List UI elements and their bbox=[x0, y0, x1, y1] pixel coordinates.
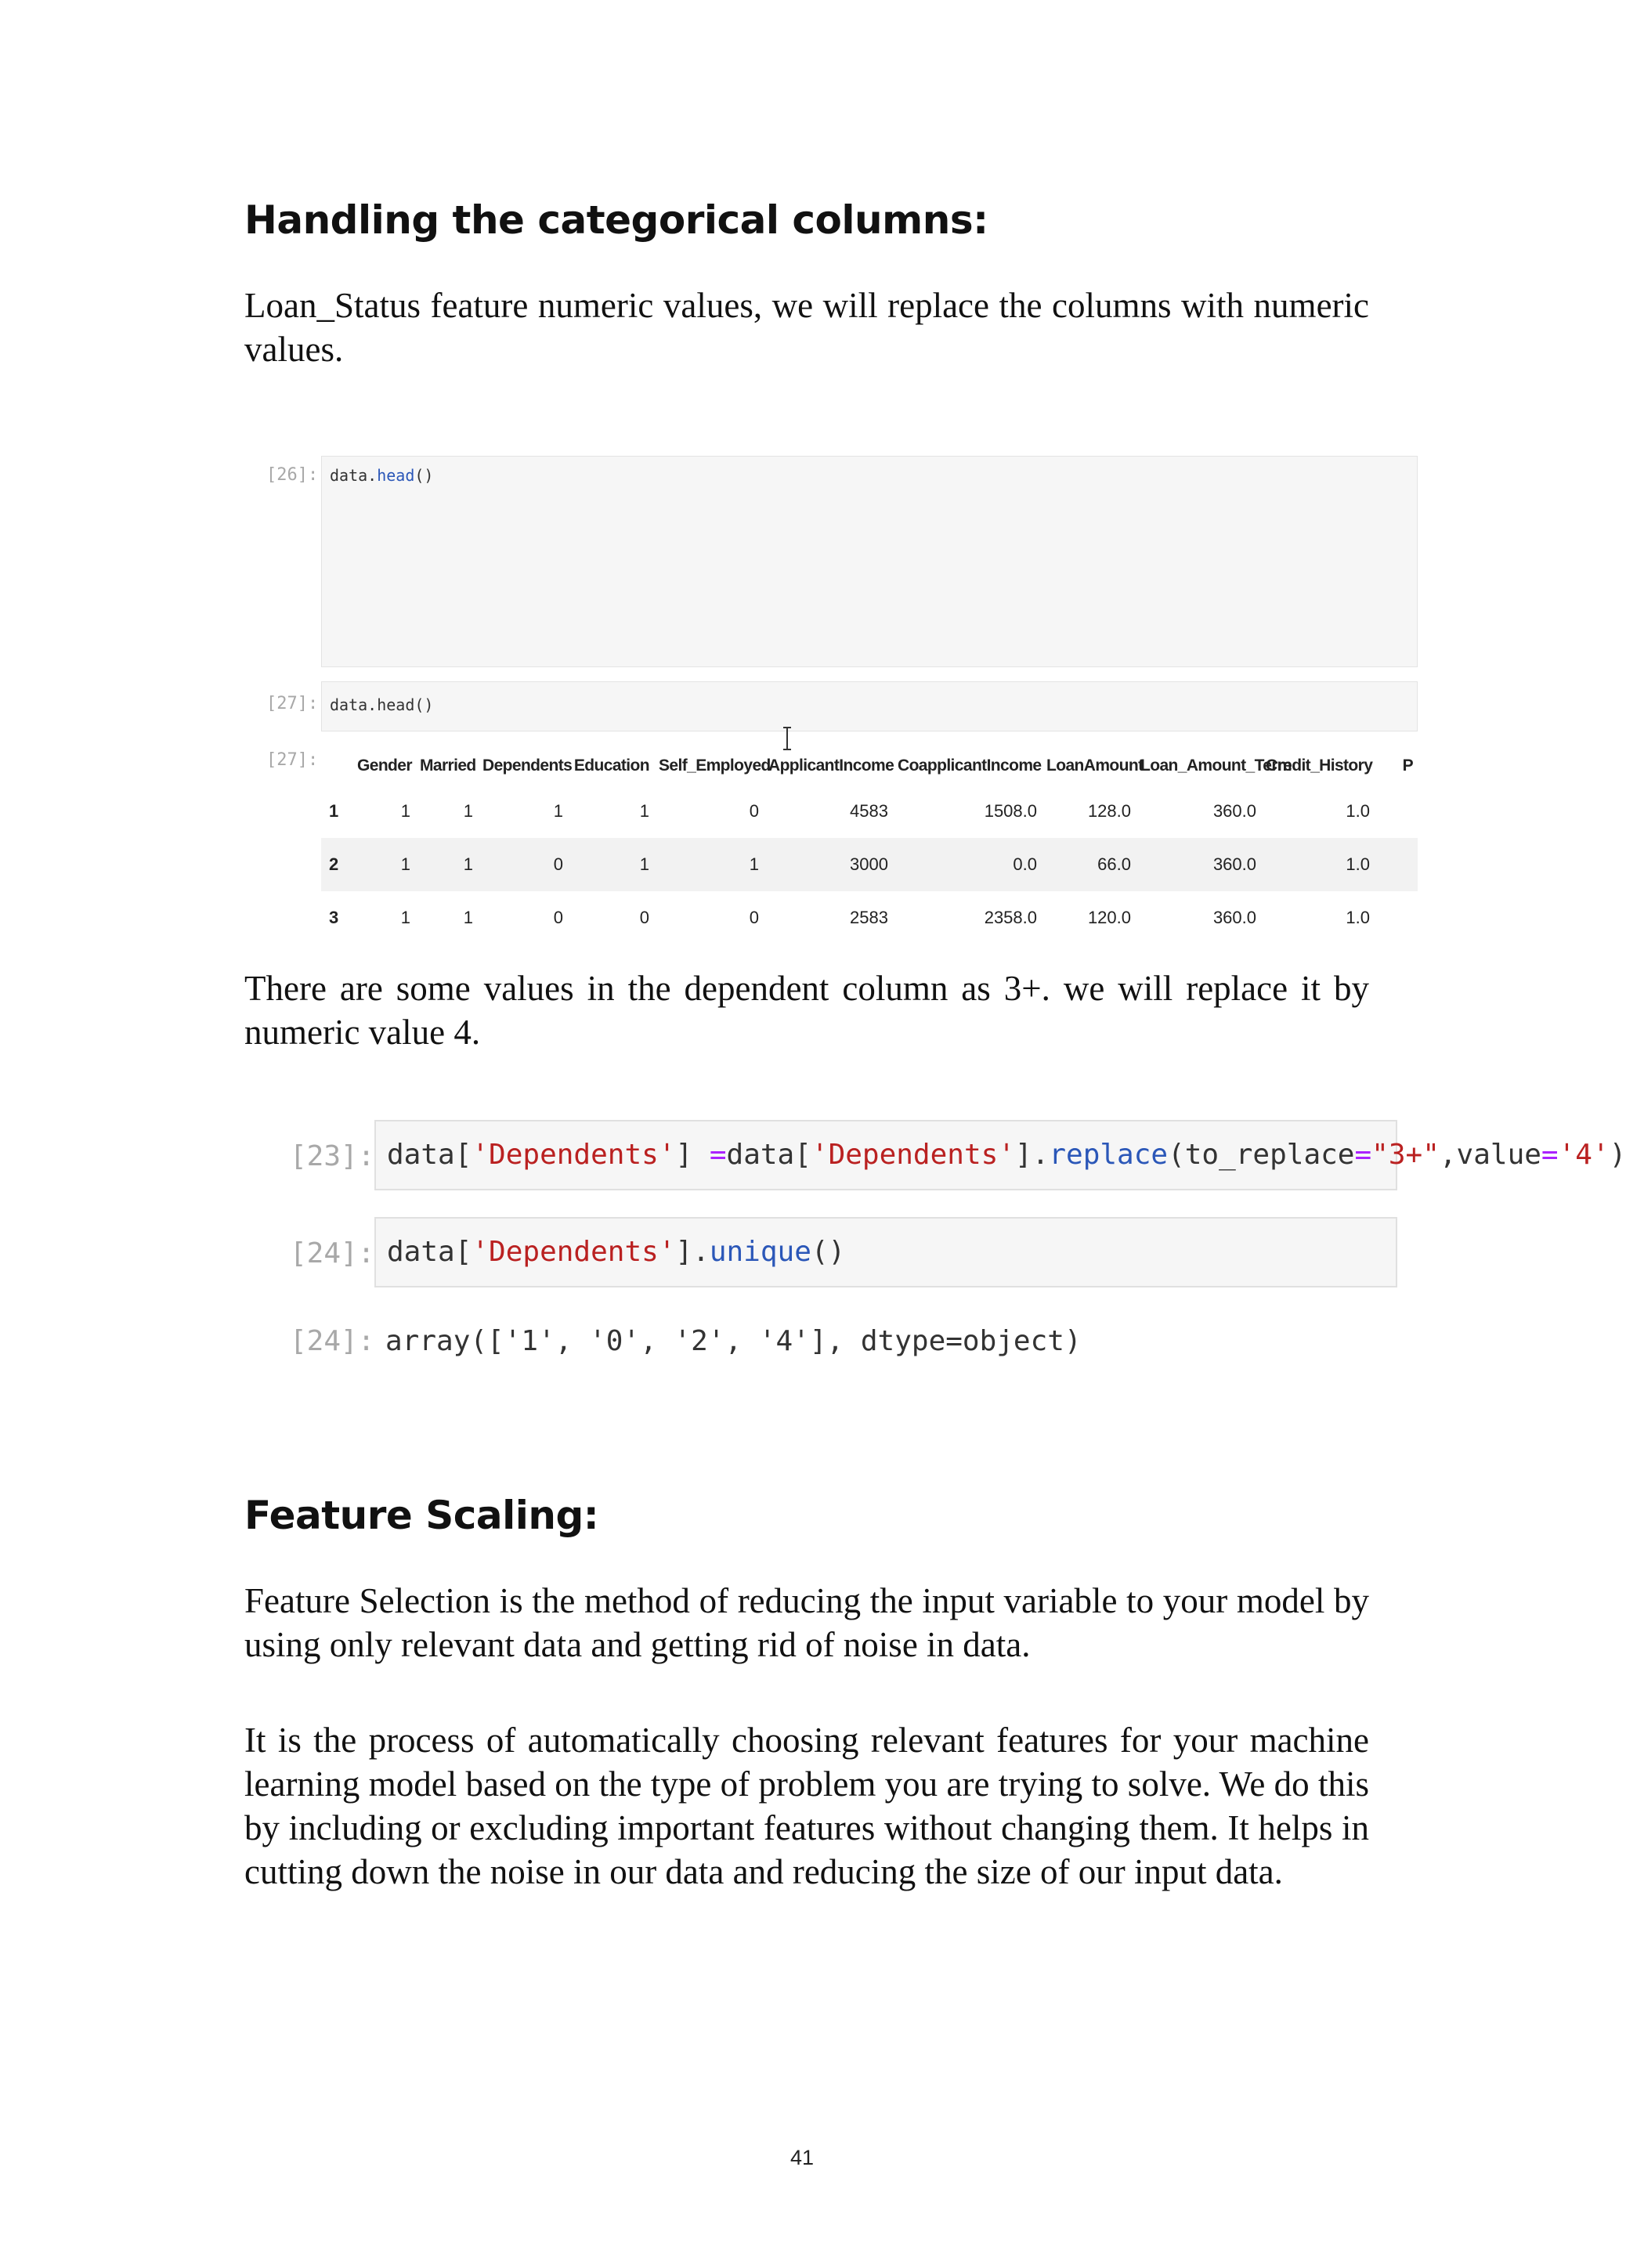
table-cell: 1.0 bbox=[1346, 801, 1370, 821]
column-header: Dependents bbox=[482, 757, 573, 775]
table-cell: 1 bbox=[463, 854, 473, 874]
table-header-row bbox=[321, 747, 1418, 785]
column-header: CoapplicantIncome bbox=[898, 757, 1042, 775]
table-cell: 1508.0 bbox=[984, 801, 1037, 821]
paragraph-process: It is the process of automatically choosing relevant features for your machine learning model based on the type of problem you are trying to solve. We do this by including or excluding important features without changing them. It helps in cutting down the noise in our data and reducing the size of our input data. bbox=[244, 1721, 1369, 1891]
code-cell-head bbox=[321, 681, 1418, 731]
table-cell: 0.0 bbox=[1013, 854, 1037, 874]
cell-prompt: [24]: bbox=[290, 1237, 375, 1269]
table-cell bbox=[1375, 891, 1418, 944]
section-heading-feature-scaling: Feature Scaling: bbox=[244, 1493, 599, 1538]
row-index: 3 bbox=[329, 908, 339, 927]
table-cell: 0 bbox=[749, 908, 759, 927]
paragraph-loan-status: Loan_Status feature numeric values, we will replace the columns with numeric values. bbox=[244, 286, 1369, 369]
table-cell: 66.0 bbox=[1097, 854, 1131, 874]
code-line: data['Dependents'] =data['Dependents'].replace(to_replace="3+",value='4') bbox=[387, 1139, 1626, 1171]
code-block: data.head() bbox=[330, 466, 434, 485]
column-header: ApplicantIncome bbox=[768, 757, 894, 775]
dataframe-head-table bbox=[321, 747, 1418, 944]
table-row bbox=[321, 838, 1418, 891]
table-cell: 1 bbox=[749, 854, 759, 874]
cell-prompt: [27]: bbox=[266, 750, 319, 770]
notebook-screenshot-encoding bbox=[266, 439, 1425, 971]
table-cell: 1 bbox=[400, 854, 410, 874]
table-cell: 360.0 bbox=[1212, 854, 1256, 874]
index-header bbox=[321, 747, 352, 785]
table-cell: 1 bbox=[463, 908, 473, 927]
cell-prompt: [23]: bbox=[290, 1140, 375, 1172]
cell-output: array(['1', '0', '2', '4'], dtype=object) bbox=[385, 1325, 1082, 1357]
code-cell-encoding bbox=[321, 456, 1418, 667]
table-cell: 360.0 bbox=[1212, 908, 1256, 927]
table-cell: 1 bbox=[400, 908, 410, 927]
column-header: Married bbox=[420, 757, 476, 775]
code-line: data['Dependents'].unique() bbox=[387, 1236, 846, 1268]
column-header: Loan_Amount_Term bbox=[1140, 757, 1292, 775]
column-header: LoanAmount bbox=[1046, 757, 1144, 775]
table-cell bbox=[1375, 785, 1418, 838]
paragraph-dependents: There are some values in the dependent column as 3+. we will replace it by numeric value 4. bbox=[244, 969, 1369, 1052]
table-row bbox=[321, 891, 1418, 944]
page-number: 41 bbox=[790, 2146, 815, 2169]
table-cell: 0 bbox=[749, 801, 759, 821]
table-cell: 1 bbox=[639, 854, 649, 874]
column-header: Credit_History bbox=[1266, 757, 1373, 775]
cell-prompt: [27]: bbox=[266, 694, 319, 713]
table-cell: 2358.0 bbox=[984, 908, 1037, 927]
column-header: P bbox=[1402, 757, 1413, 775]
table-cell: 2583 bbox=[850, 908, 888, 927]
table-cell: 1 bbox=[639, 801, 649, 821]
cell-prompt: [26]: bbox=[266, 465, 319, 485]
table-body bbox=[321, 785, 1418, 944]
table-cell: 360.0 bbox=[1212, 801, 1256, 821]
table-cell: 0 bbox=[553, 854, 563, 874]
notebook-screenshot-dependents bbox=[290, 1120, 1626, 1378]
table-cell: 1.0 bbox=[1346, 854, 1370, 874]
table-cell: 0 bbox=[553, 908, 563, 927]
row-index: 1 bbox=[329, 801, 339, 821]
table-cell: 0 bbox=[639, 908, 649, 927]
table-cell: 1 bbox=[463, 801, 473, 821]
table-cell: 1 bbox=[553, 801, 563, 821]
code-cell-unique bbox=[374, 1217, 1397, 1287]
table-cell: 1 bbox=[400, 801, 410, 821]
column-header: Gender bbox=[357, 757, 412, 775]
row-index: 2 bbox=[329, 854, 339, 874]
table-cell: 1.0 bbox=[1346, 908, 1370, 927]
code-line: data.head() bbox=[330, 695, 434, 714]
table-cell: 4583 bbox=[850, 801, 888, 821]
section-heading-categorical: Handling the categorical columns: bbox=[244, 197, 988, 243]
table-row bbox=[321, 785, 1418, 838]
table-cell: 128.0 bbox=[1087, 801, 1131, 821]
paragraph-feature-selection: Feature Selection is the method of reducing the input variable to your model by using only relevant data and getting rid of noise in data. bbox=[244, 1581, 1369, 1664]
cell-prompt: [24]: bbox=[290, 1325, 375, 1357]
column-header: Self_Employed bbox=[659, 757, 771, 775]
table-cell: 3000 bbox=[850, 854, 888, 874]
table-cell bbox=[1375, 838, 1418, 891]
column-header: Education bbox=[573, 757, 649, 775]
code-cell-replace bbox=[374, 1120, 1626, 1190]
table-cell: 120.0 bbox=[1087, 908, 1131, 927]
